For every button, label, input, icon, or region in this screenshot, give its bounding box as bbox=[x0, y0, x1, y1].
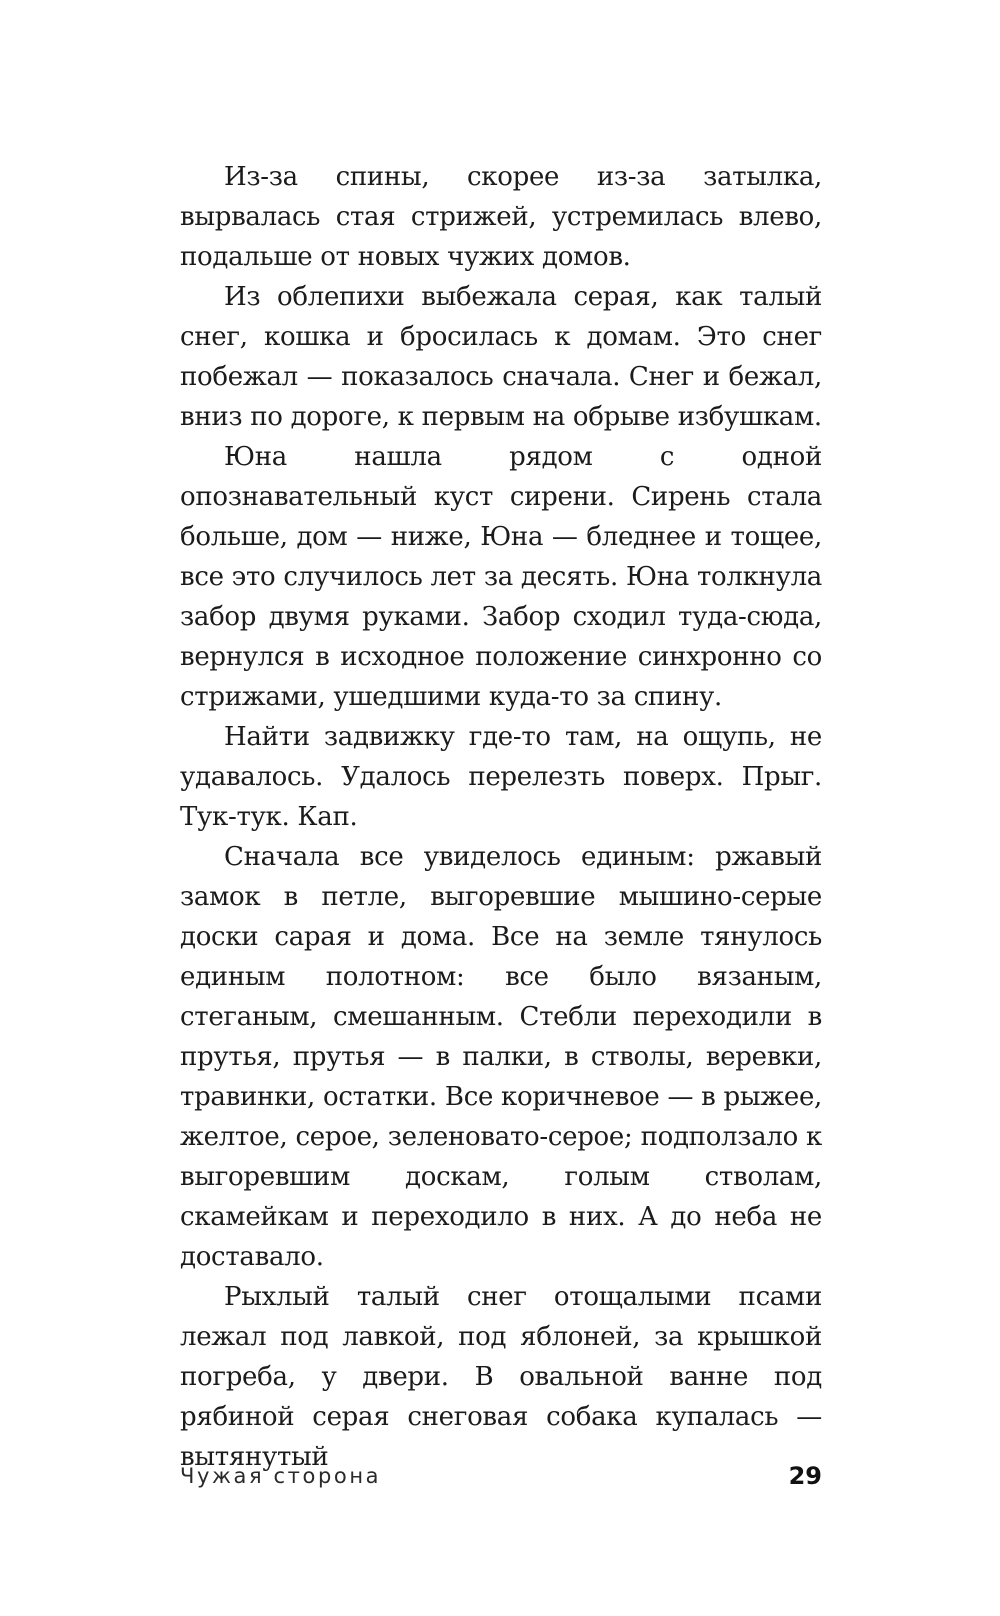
page-number: 29 bbox=[788, 1462, 822, 1490]
paragraph-6: Рыхлый талый снег отощалыми псами лежал под лавкой, под яблоней, за крышкой погреба, у двери. В овальной ванне под рябиной серая снеговая собака купалась — вытянутый bbox=[180, 1282, 822, 1472]
running-title: Чужая сторона bbox=[180, 1464, 382, 1488]
paragraph-1: Из-за спины, скорее из-за затылка, вырвалась стая стрижей, устремилась влево, подальше от новых чужих домов. bbox=[180, 162, 822, 272]
paragraph-2: Из облепихи выбежала серая, как талый снег, кошка и бросилась к домам. Это снег побежал — показалось сначала. Снег и бежал, вниз по дороге, к первым на обрыве избушкам. bbox=[180, 282, 822, 432]
paragraph-3: Юна нашла рядом с одной опознавательный куст сирени. Сирень стала больше, дом — ниже, Юна — бледнее и тощее, все это случилось лет за десять. Юна толкнула забор двумя руками. Забор сходил туда-сюда, вернулся в исходное положение синхронно со стрижами, ушедшими куда-то за спину. bbox=[180, 442, 822, 712]
body-text bbox=[180, 157, 822, 1477]
page-footer bbox=[180, 1464, 822, 1500]
paragraph-5: Сначала все увиделось единым: ржавый замок в петле, выгоревшие мышино-серые доски сарая и дома. Все на земле тянулось единым полотном: все было вязаным, стеганым, смешанным. Стебли переходили в прутья, прутья — в палки, в стволы, веревки, травинки, остатки. Все коричневое — в рыжее, желтое, серое, зеленовато-серое; подползало к выгоревшим доскам, голым стволам, скамейкам и переходило в них. А до неба не доставало. bbox=[180, 842, 822, 1272]
paragraph-4: Найти задвижку где-то там, на ощупь, не удавалось. Удалось перелезть поверх. Прыг. Тук-тук. Кап. bbox=[180, 722, 822, 832]
